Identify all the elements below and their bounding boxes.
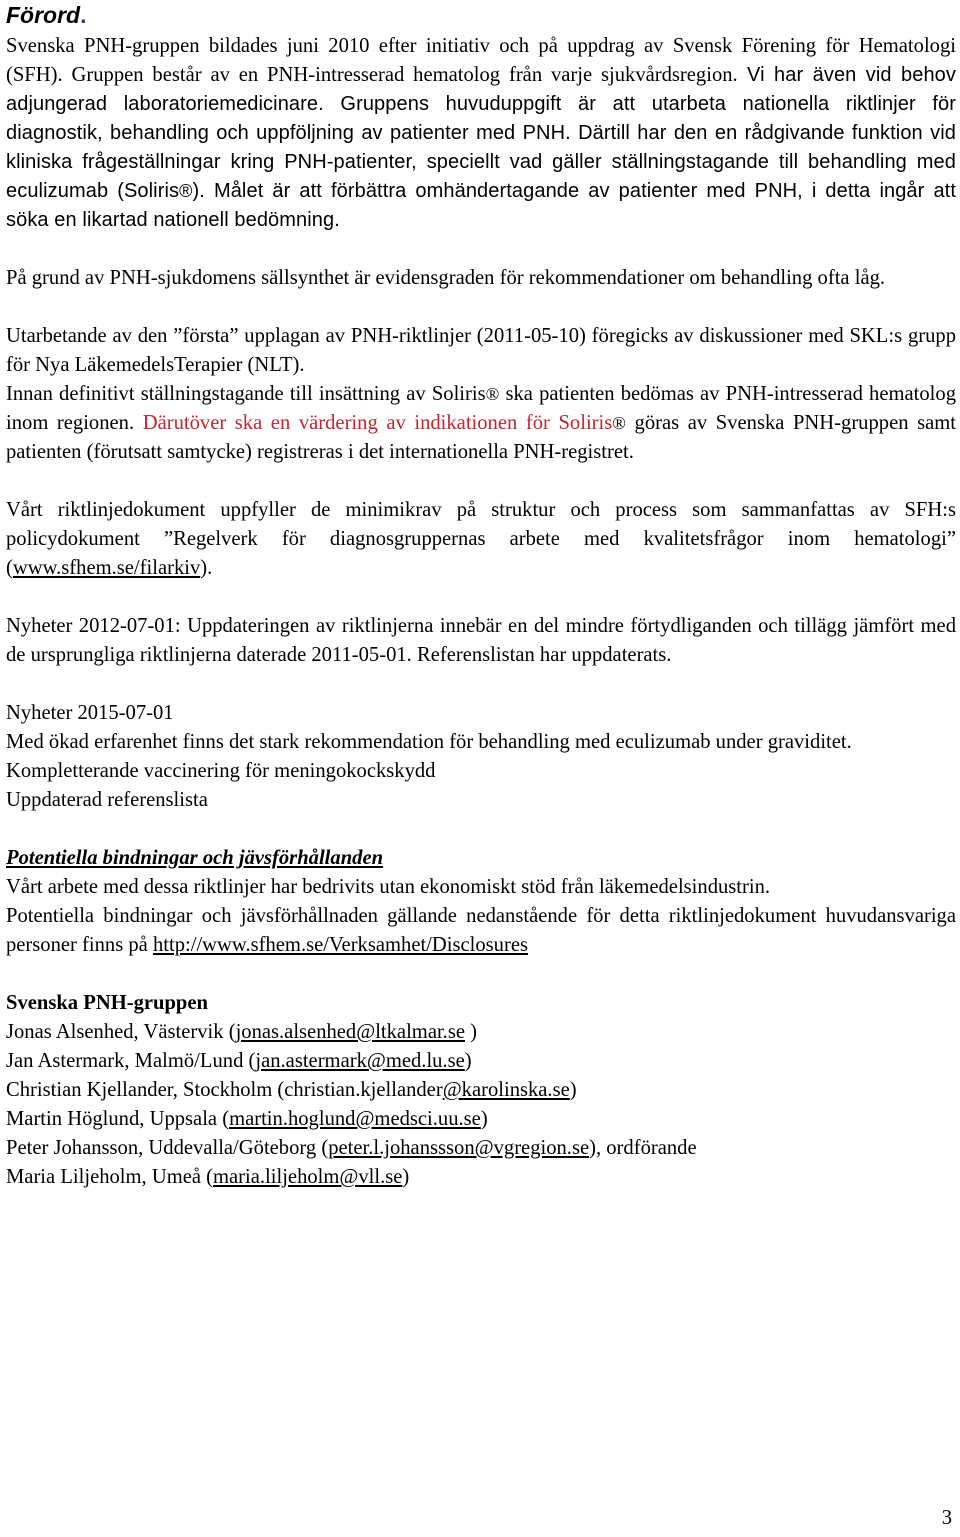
- news-2015-line-3: Uppdaterad referenslista: [6, 789, 208, 811]
- news-2015-line-2: Kompletterande vaccinering för meningokockskydd: [6, 760, 436, 782]
- member-suffix: ): [464, 1050, 472, 1072]
- intro-sentence-2: Vi har även vid behov adjungerad laboratoriemedicinare.: [6, 64, 956, 115]
- member-email-link[interactable]: jonas.alsenhed@ltkalmar.se: [235, 1021, 465, 1043]
- paragraph-first-edition: Utarbetande av den ”första” upplagan av PNH-riktlinjer (2011-05-10) föregicks av diskussioner med SKL:s grupp för Nya LäkemedelsTerapier (NLT).: [6, 325, 956, 376]
- policy-text: Vårt riktlinjedokument uppfyller de minimikrav på struktur och process som sammanfattas av SFH:s policydokument ”Regelverk för diagnosgruppernas arbete med kvalitetsfrågor inom hematologi” (: [6, 499, 956, 579]
- disclosure-heading: Potentiella bindningar och jävsförhållanden: [6, 847, 384, 869]
- soliris-sentence-1: Innan definitivt ställningstagande till insättning av Soliris: [6, 383, 486, 405]
- disclosure-text: Potentiella bindningar och jävsförhållnaden gällande nedanstående för detta riktlinjedokument huvudansvariga personer finns på: [6, 905, 956, 956]
- group-heading: Svenska PNH-gruppen: [6, 992, 208, 1014]
- member-item: [6, 1047, 956, 1076]
- paragraph-evidence: På grund av PNH-sjukdomens sällsynthet är evidensgraden för rekommendationer om behandling ofta låg.: [6, 267, 886, 289]
- member-name: Christian Kjellander, Stockholm (christian.kjellander: [6, 1079, 443, 1101]
- member-suffix: ): [402, 1166, 410, 1188]
- member-suffix: ), ordförande: [589, 1137, 697, 1159]
- document-page: [6, 0, 956, 1192]
- member-email-link[interactable]: martin.hoglund@medsci.uu.se: [229, 1108, 481, 1130]
- intro-sentence-3: Gruppens huvuduppgift är att utarbeta nationella riktlinjer för diagnostik, behandling och uppföljning av patienter med PNH.: [6, 93, 957, 144]
- paragraph-policy: [6, 496, 956, 583]
- title-dot: .: [80, 2, 87, 28]
- soliris-sentence-2-end: göras av Svenska PNH-gruppen samt patienten (förutsatt samtycke) registreras i det internationella PNH-registret.: [6, 412, 956, 463]
- member-item: [6, 1018, 956, 1047]
- member-suffix: ): [569, 1079, 577, 1101]
- intro-sentence-4-end: ).: [192, 180, 205, 202]
- member-email-link[interactable]: maria.liljeholm@vll.se: [213, 1166, 403, 1188]
- member-name: Maria Liljeholm, Umeå (: [6, 1166, 214, 1188]
- soliris-sentence-1-end: ska patienten bedömas av PNH-intresserad hematolog inom regionen.: [6, 383, 956, 434]
- registered-mark: ®: [179, 181, 193, 201]
- disclosure-line-2: [6, 902, 956, 960]
- member-list: [6, 1018, 956, 1192]
- member-item: [6, 1076, 956, 1105]
- disclosure-line-1: Vårt arbete med dessa riktlinjer har bedrivits utan ekonomiskt stöd från läkemedelsindustrin.: [6, 876, 771, 898]
- news-2015-line-1: Med ökad erfarenhet finns det stark rekommendation för behandling med eculizumab under graviditet.: [6, 731, 852, 753]
- member-name: Jan Astermark, Malmö/Lund (: [6, 1050, 256, 1072]
- registered-mark: ®: [612, 413, 626, 433]
- member-email-link[interactable]: @karolinska.se: [442, 1079, 570, 1101]
- soliris-sentence-2: Därutöver ska en värdering av indikationen för Soliris: [134, 412, 613, 434]
- registered-mark: ®: [485, 384, 500, 404]
- page-title: Förord: [6, 2, 81, 28]
- heading: [6, 0, 956, 32]
- intro-sentence-5: Målet är att förbättra omhändertagande av patienter med PNH, i detta ingår att söka en likartad nationell bedömning.: [6, 180, 956, 231]
- policy-text-end: ).: [200, 557, 213, 579]
- member-item: [6, 1105, 956, 1134]
- news-2015-heading: Nyheter 2015-07-01: [6, 702, 174, 724]
- paragraph-news-2012: Nyheter 2012-07-01: Uppdateringen av riktlinjerna innebär en del mindre förtydliganden och tillägg jämfört med de ursprungliga riktlinjerna daterade 2011-05-01. Referenslistan har uppdaterats.: [6, 615, 956, 666]
- member-name: Peter Johansson, Uddevalla/Göteborg (: [6, 1137, 329, 1159]
- intro-sentence-1: Svenska PNH-gruppen bildades juni 2010 efter initiativ och på uppdrag av Svensk Förening för Hematologi (SFH). Gruppen består av en PNH-intresserad hematolog från varje sjukvårdsregion.: [6, 35, 956, 86]
- disclosures-link[interactable]: http://www.sfhem.se/Verksamhet/Disclosures: [152, 934, 528, 956]
- member-suffix: ): [464, 1021, 477, 1043]
- intro-sentence-4: Därtill har den en rådgivande funktion vid kliniska frågeställningar kring PNH-patienter, speciellt vad gäller ställningstagande till behandling med eculizumab (Soliris: [6, 122, 956, 202]
- member-name: Martin Höglund, Uppsala (: [6, 1108, 230, 1130]
- member-item: [6, 1163, 956, 1192]
- filarkiv-link[interactable]: www.sfhem.se/filarkiv: [12, 557, 201, 579]
- member-item: [6, 1134, 956, 1163]
- page-number: 3: [941, 1507, 952, 1529]
- member-name: Jonas Alsenhed, Västervik (: [6, 1021, 236, 1043]
- paragraph-intro: [6, 32, 956, 235]
- member-email-link[interactable]: peter.l.johanssson@vgregion.se: [328, 1137, 590, 1159]
- member-email-link[interactable]: jan.astermark@med.lu.se: [255, 1050, 465, 1072]
- paragraph-soliris: [6, 380, 956, 467]
- member-suffix: ): [480, 1108, 488, 1130]
